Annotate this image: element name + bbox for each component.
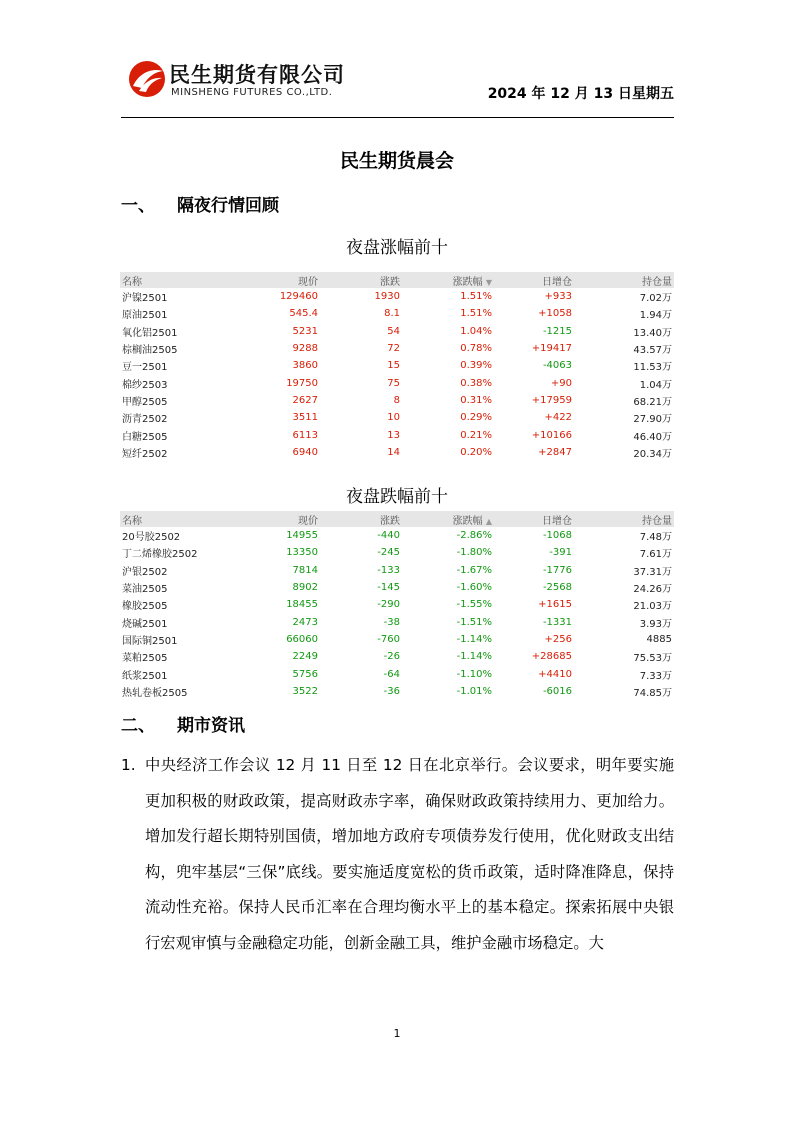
logo-chinese-name: 民生期货有限公司 [169, 63, 345, 87]
cell-pct: -1.01% [456, 685, 492, 697]
sort-asc-icon: ▲ [485, 516, 492, 526]
table-row [120, 596, 674, 613]
cell-pct: -1.14% [456, 651, 492, 663]
cell-name: 白糖2505 [122, 431, 168, 443]
cell-pct: 0.31% [460, 394, 492, 406]
cell-holding: 3.93万 [639, 618, 672, 630]
cell-change: -133 [377, 564, 400, 576]
cell-change: -245 [377, 547, 400, 559]
table-row [120, 409, 674, 426]
news-list [121, 748, 674, 962]
cell-name: 丁二烯橡胶2502 [122, 549, 198, 561]
cell-pct: -1.10% [456, 668, 492, 680]
table-row [120, 323, 674, 340]
table-row [120, 683, 674, 700]
cell-name: 国际铜2501 [122, 635, 178, 647]
losers-table [120, 511, 674, 700]
cell-change: -64 [383, 668, 400, 680]
table-row [120, 340, 674, 357]
company-logo [127, 56, 367, 104]
table-row [120, 305, 674, 322]
table-header-row [120, 511, 674, 527]
sort-desc-icon: ▼ [485, 277, 492, 287]
cell-oi-change: +10166 [531, 429, 572, 441]
cell-holding: 13.40万 [633, 327, 672, 339]
logo-english-name: MINSHENG FUTURES CO.,LTD. [171, 87, 333, 98]
cell-change: 1930 [374, 291, 400, 303]
cell-oi-change: +256 [544, 633, 572, 645]
cell-oi-change: -391 [549, 547, 572, 559]
table-row [120, 544, 674, 561]
table-row [120, 613, 674, 630]
column-header-oi-change[interactable]: 日增仓 [494, 511, 574, 527]
cell-holding: 75.53万 [633, 653, 672, 665]
column-header-price[interactable]: 现价 [238, 272, 320, 288]
cell-price: 8902 [292, 582, 318, 594]
cell-price: 18455 [286, 599, 318, 611]
cell-oi-change: -2568 [542, 582, 572, 594]
cell-price: 3511 [292, 412, 318, 424]
cell-name: 热轧卷板2505 [122, 687, 188, 699]
cell-name: 甲醇2505 [122, 396, 168, 408]
cell-name: 沪银2502 [122, 566, 168, 578]
column-header-change[interactable]: 涨跌 [320, 511, 402, 527]
cell-change: -760 [377, 633, 400, 645]
section-title: 期市资讯 [177, 716, 245, 736]
cell-oi-change: -1215 [542, 325, 572, 337]
cell-oi-change: +933 [544, 291, 572, 303]
cell-holding: 27.90万 [633, 414, 672, 426]
table-row [120, 444, 674, 461]
cell-name: 菜粕2505 [122, 653, 168, 665]
cell-change: 8 [393, 394, 400, 406]
cell-holding: 4885 [646, 633, 672, 645]
column-header-holding[interactable]: 持仓量 [574, 511, 674, 527]
column-header-holding[interactable]: 持仓量 [574, 272, 674, 288]
cell-name: 短纤2502 [122, 448, 168, 460]
cell-price: 19750 [286, 377, 318, 389]
gainers-table-title: 夜盘涨幅前十 [346, 238, 448, 258]
cell-price: 129460 [279, 291, 318, 303]
column-header-name[interactable]: 名称 [120, 272, 238, 288]
cell-holding: 20.34万 [633, 448, 672, 460]
cell-holding: 24.26万 [633, 584, 672, 596]
cell-pct: 1.04% [460, 325, 492, 337]
minsheng-logo-icon [127, 59, 167, 99]
cell-oi-change: -4063 [542, 360, 572, 372]
page-header [121, 52, 674, 118]
cell-name: 豆一2501 [122, 362, 168, 374]
cell-price: 14955 [286, 530, 318, 542]
cell-holding: 1.94万 [639, 310, 672, 322]
cell-change: -26 [383, 651, 400, 663]
cell-name: 沥青2502 [122, 414, 168, 426]
cell-oi-change: -6016 [542, 685, 572, 697]
cell-pct: 0.29% [460, 412, 492, 424]
cell-price: 2473 [292, 616, 318, 628]
table-row [120, 527, 674, 544]
cell-oi-change: +422 [544, 412, 572, 424]
cell-name: 氧化铝2501 [122, 327, 178, 339]
section-heading-overnight [121, 191, 279, 216]
cell-holding: 7.02万 [639, 293, 672, 305]
cell-change: 72 [387, 343, 400, 355]
cell-name: 原油2501 [122, 310, 168, 322]
cell-change: -290 [377, 599, 400, 611]
column-header-pct[interactable] [402, 272, 494, 288]
cell-price: 5231 [292, 325, 318, 337]
cell-pct: 1.51% [460, 308, 492, 320]
news-item-number: 1. [121, 756, 136, 774]
table-row [120, 392, 674, 409]
cell-pct: 0.78% [460, 343, 492, 355]
cell-holding: 21.03万 [633, 601, 672, 613]
cell-holding: 7.33万 [639, 670, 672, 682]
cell-price: 9288 [292, 343, 318, 355]
section-number: 二、 [121, 716, 155, 736]
cell-name: 20号胶2502 [122, 532, 181, 544]
column-header-name[interactable]: 名称 [120, 511, 238, 527]
cell-oi-change: -1776 [542, 564, 572, 576]
cell-change: -440 [377, 530, 400, 542]
cell-oi-change: +17959 [531, 394, 572, 406]
cell-holding: 43.57万 [633, 345, 672, 357]
table-row [120, 288, 674, 305]
cell-price: 2249 [292, 651, 318, 663]
cell-oi-change: -1331 [542, 616, 572, 628]
cell-price: 13350 [286, 547, 318, 559]
column-header-change[interactable]: 涨跌 [320, 272, 402, 288]
cell-pct: 0.20% [460, 446, 492, 458]
column-header-pct-label: 涨跌幅 [452, 515, 483, 527]
document-title: 民生期货晨会 [339, 150, 454, 172]
cell-price: 66060 [286, 633, 318, 645]
table-row [120, 357, 674, 374]
cell-holding: 1.04万 [639, 379, 672, 391]
cell-change: 13 [387, 429, 400, 441]
cell-change: -38 [383, 616, 400, 628]
cell-price: 6940 [292, 446, 318, 458]
column-header-pct[interactable] [402, 511, 494, 527]
cell-oi-change: +28685 [531, 651, 572, 663]
table-row [120, 631, 674, 648]
cell-price: 545.4 [289, 308, 318, 320]
table-header-row [120, 272, 674, 288]
cell-change: -36 [383, 685, 400, 697]
table-row [120, 374, 674, 391]
gainers-table [120, 272, 674, 461]
cell-price: 3522 [292, 685, 318, 697]
cell-oi-change: +90 [550, 377, 572, 389]
column-header-price[interactable]: 现价 [238, 511, 320, 527]
cell-pct: -1.14% [456, 633, 492, 645]
header-divider [121, 117, 674, 118]
cell-oi-change: +4410 [538, 668, 572, 680]
news-item-text: 中央经济工作会议 12 月 11 日至 12 日在北京举行。会议要求，明年要实施更加积极的财政政策，提高财政赤字率，确保财政政策持续用力、更加给力。增加发行超长期特别国债，增加地方政府专项债券发行使用，优化财政支出结构，兜牢基层“三保”底线。要实施适度宽松的货币政策，适时降准降息，保持流动性充裕。保持人民币汇率在合理均衡水平上的基本稳定。探索拓展中央银行宏观审慎与金融稳定功能，创新金融工具，维护金融市场稳定。大 [145, 756, 674, 952]
cell-pct: 0.38% [460, 377, 492, 389]
cell-change: 10 [387, 412, 400, 424]
cell-change: 54 [387, 325, 400, 337]
cell-oi-change: +1058 [538, 308, 572, 320]
table-row [120, 579, 674, 596]
section-number: 一、 [121, 196, 155, 216]
cell-pct: -1.67% [456, 564, 492, 576]
column-header-oi-change[interactable]: 日增仓 [494, 272, 574, 288]
cell-pct: -1.55% [456, 599, 492, 611]
cell-pct: -1.80% [456, 547, 492, 559]
cell-change: 14 [387, 446, 400, 458]
cell-price: 7814 [292, 564, 318, 576]
table-row [120, 648, 674, 665]
report-date: 2024 年 12 月 13 日星期五 [487, 86, 674, 102]
cell-pct: 1.51% [460, 291, 492, 303]
cell-pct: 0.39% [460, 360, 492, 372]
cell-holding: 37.31万 [633, 566, 672, 578]
cell-name: 沪镍2501 [122, 293, 168, 305]
cell-holding: 74.85万 [633, 687, 672, 699]
page-number: 1 [393, 1027, 401, 1040]
cell-holding: 11.53万 [633, 362, 672, 374]
cell-holding: 7.48万 [639, 532, 672, 544]
cell-price: 2627 [292, 394, 318, 406]
cell-name: 棕榈油2505 [122, 345, 178, 357]
column-header-pct-label: 涨跌幅 [452, 276, 483, 288]
cell-oi-change: +1615 [538, 599, 572, 611]
section-title: 隔夜行情回顾 [177, 196, 279, 216]
table-row [120, 665, 674, 682]
cell-change: 75 [387, 377, 400, 389]
cell-oi-change: -1068 [542, 530, 572, 542]
section-heading-news [121, 711, 245, 736]
cell-oi-change: +2847 [538, 446, 572, 458]
cell-pct: -1.60% [456, 582, 492, 594]
table-row [120, 426, 674, 443]
cell-holding: 7.61万 [639, 549, 672, 561]
cell-price: 5756 [292, 668, 318, 680]
cell-change: 8.1 [384, 308, 400, 320]
cell-holding: 46.40万 [633, 431, 672, 443]
cell-oi-change: +19417 [531, 343, 572, 355]
cell-price: 3860 [292, 360, 318, 372]
cell-holding: 68.21万 [633, 396, 672, 408]
cell-name: 烧碱2501 [122, 618, 168, 630]
cell-name: 棉纱2503 [122, 379, 168, 391]
cell-name: 纸浆2501 [122, 670, 168, 682]
cell-change: 15 [387, 360, 400, 372]
cell-pct: 0.21% [460, 429, 492, 441]
cell-price: 6113 [292, 429, 318, 441]
cell-pct: -1.51% [456, 616, 492, 628]
losers-table-title: 夜盘跌幅前十 [346, 487, 448, 507]
cell-pct: -2.86% [456, 530, 492, 542]
cell-change: -145 [377, 582, 400, 594]
cell-name: 橡胶2505 [122, 601, 168, 613]
table-row [120, 562, 674, 579]
cell-name: 菜油2505 [122, 584, 168, 596]
